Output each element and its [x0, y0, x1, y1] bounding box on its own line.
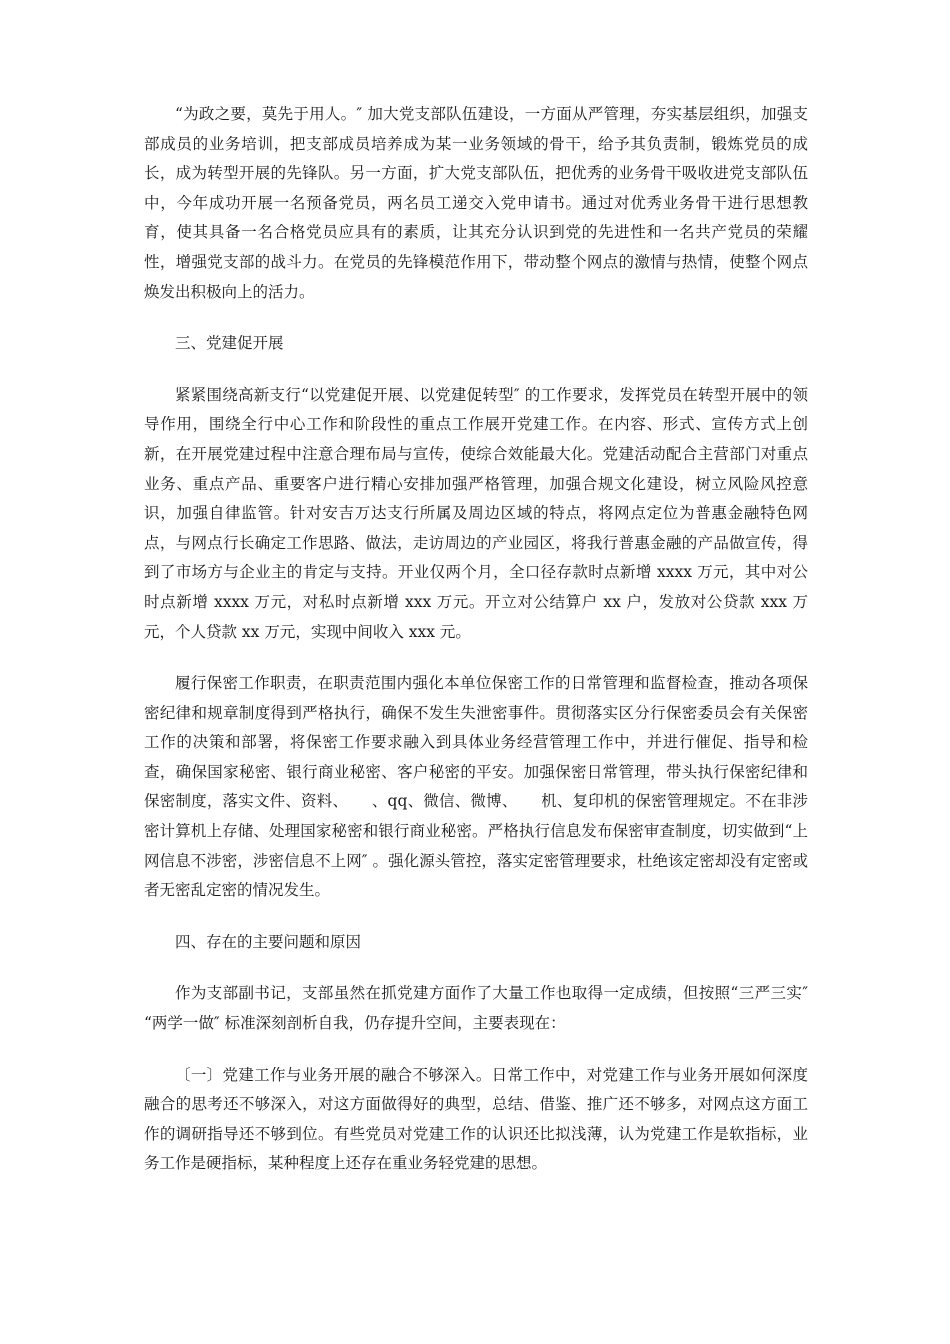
paragraph-confidentiality: 履行保密工作职责，在职责范围内强化本单位保密工作的日常管理和监督检查，推动各项保密纪律和规章制度得到严格执行，确保不发生失泄密事件。贯彻落实区分行保密委员会有关保密工作的决策和部署，将保密工作要求融入到具体业务经营管理工作中，并进行催促、指导和检查，确保国家秘密、银行商业秘密、客户秘密的平安。加强保密日常管理，带头执行保密纪律和保密制度，落实文件、资料、 、qq、微信、微博、 机、复印机的保密管理规定。不在非涉密计算机上存储、处理国家秘密和银行商业秘密。严格执行信息发布保密审查制度，切实做到“上网信息不涉密，涉密信息不上网″ 。强化源头管控，落实定密管理要求，杜绝该定密却没有定密或者无密乱定密的情况发生。 [144, 674, 808, 900]
document-page [144, 100, 808, 1201]
paragraph-problem-one: 〔一〕党建工作与业务开展的融合不够深入。日常工作中，对党建工作与业务开展如何深度融合的思考还不够深入，对这方面做得好的典型，总结、借鉴、推广还不够多，对网点这方面工作的调研指导还不够到位。有些党员对党建工作的认识还比拟浅薄，认为党建工作是软指标，业务工作是硬指标，某种程度上还存在重业务轻党建的思想。 [144, 1065, 808, 1173]
paragraph-self-analysis: 作为支部副书记，支部虽然在抓党建方面作了大量工作也取得一定成绩，但按照“三严三实″ “两学一做″ 标准深刻剖析自我，仍存提升空间，主要表现在： [144, 984, 808, 1033]
section-heading-party-building: 三、党建促开展 [175, 334, 284, 353]
paragraph-party-promotes-business: 紧紧围绕高新支行“以党建促开展、以党建促转型″ 的工作要求，发挥党员在转型开展中的领导作用，围绕全行中心工作和阶段性的重点工作展开党建工作。在内容、形式、宣传方式上创新，在开展党建过程中注意合理布局与宣传，使综合效能最大化。党建活动配合主营部门对重点业务、重点产品、重要客户进行精心安排加强严格管理，加强合规文化建设，树立风险风控意识，加强自律监管。针对安吉万达支行所属及周边区域的特点，将网点定位为普惠金融特色网点，与网点行长确定工作思路、做法，走访周边的产业园区，将我行普惠金融的产品做宣传，得到了市场方与企业主的肯定与支持。开业仅两个月，全口径存款时点新增 xxxx 万元，其中对公时点新增 xxxx 万元，对私时点新增 xxx 万元。开立对公结算户 xx 户，发放对公贷款 xxx 万元，个人贷款 xx 万元，实现中间收入 xxx 元。 [144, 385, 808, 641]
section-heading-problems: 四、存在的主要问题和原因 [175, 932, 362, 951]
paragraph-talent-building: “为政之要，莫先于用人。″ 加大党支部队伍建设，一方面从严管理，夯实基层组织，加强支部成员的业务培训，把支部成员培养成为某一业务领域的骨干，给予其负责制，锻炼党员的成长，成为转型开展的先锋队。另一方面，扩大党支部队伍，把优秀的业务骨干吸收进党支部队伍中，今年成功开展一名预备党员，两名员工递交入党申请书。通过对优秀业务骨干进行思想教育，使其具备一名合格党员应具有的素质，让其充分认识到党的先进性和一名共产党员的荣耀性，增强党支部的战斗力。在党员的先锋模范作用下，带动整个网点的激情与热情，使整个网点焕发出积极向上的活力。 [144, 105, 808, 301]
